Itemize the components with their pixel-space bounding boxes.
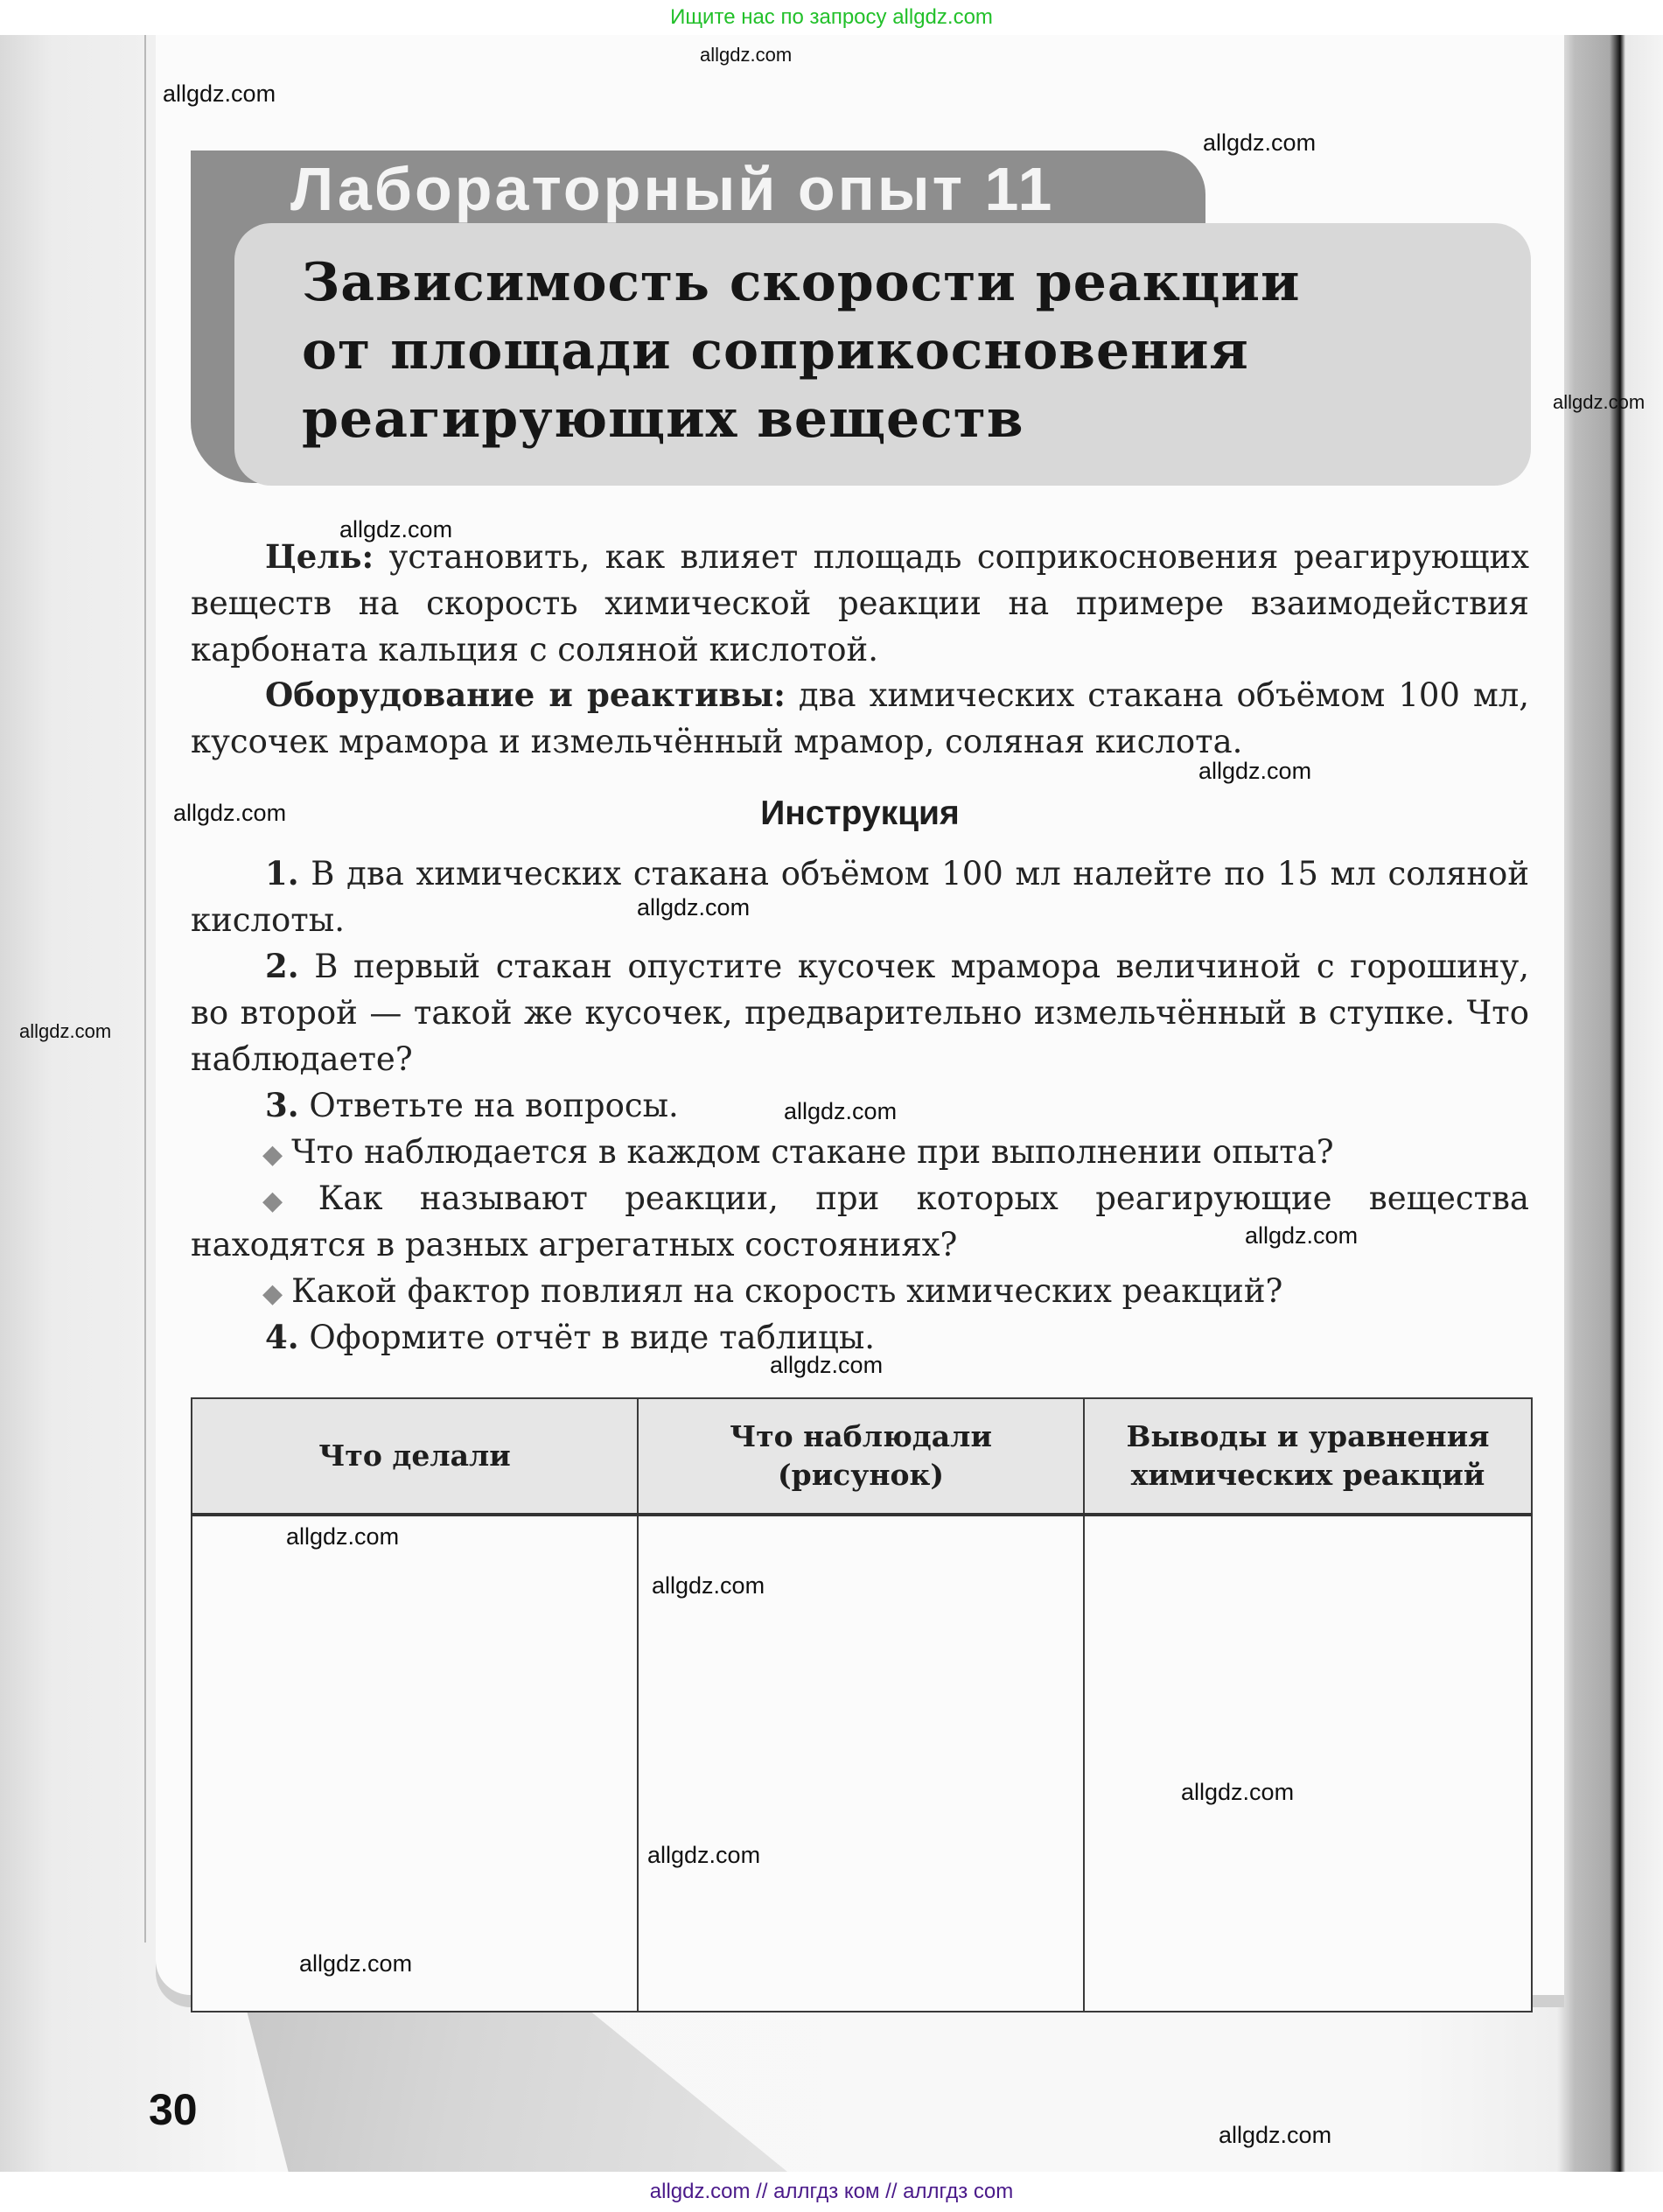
question-text: Какой фактор повлиял на скорость химических реакций? <box>291 1272 1283 1310</box>
answer-cell-conclusions[interactable] <box>1084 1515 1532 2012</box>
question-1 <box>262 1129 1334 1178</box>
bottom-watermark-banner: allgdz.com // аллгдз ком // аллгдз com <box>649 2180 1014 2203</box>
report-table <box>191 1397 1533 2012</box>
step-number: 4. <box>265 1318 299 1356</box>
step-text: В первый стакан опустите кусочек мрамора величиной с горошину, во второй — такой же кусочек, предварительно измельчённый в ступке. Что наблюдаете? <box>191 948 1529 1078</box>
diamond-bullet-icon: ◆ <box>262 1186 310 1216</box>
watermark: allgdz.com <box>784 1098 898 1124</box>
watermark: allgdz.com <box>163 80 276 107</box>
goal-text: установить, как влияет площадь соприкосновения реагирующих веществ на скорость химической реакции на примере взаимодействия карбоната кальция с соляной кислотой. <box>191 538 1529 668</box>
watermark: allgdz.com <box>339 516 453 542</box>
question-3 <box>262 1268 1282 1317</box>
watermark: allgdz.com <box>700 44 793 66</box>
step-number: 2. <box>265 947 299 985</box>
watermark: allgdz.com <box>647 1842 761 1868</box>
top-watermark-banner: Ищите нас по запросу allgdz.com <box>670 5 993 29</box>
watermark: allgdz.com <box>1219 2122 1332 2148</box>
page-title-line-1: Зависимость скорости реакции <box>302 252 1301 313</box>
question-text: Что наблюдается в каждом стакане при выполнении опыта? <box>291 1133 1334 1171</box>
diamond-bullet-icon: ◆ <box>262 1139 283 1170</box>
page-number: 30 <box>149 2085 198 2134</box>
step-number: 1. <box>265 854 299 892</box>
lab-number-label: Лабораторный опыт 11 <box>290 155 1055 223</box>
table-header-row <box>192 1398 1532 1515</box>
question-2 <box>262 1175 1529 1224</box>
column-header-conclusions: Выводы и уравнения химических реакций <box>1084 1398 1532 1515</box>
equipment-text: два химических стакана объёмом 100 мл, кусочек мрамора и измельчённый мрамор, соляная кислота. <box>191 676 1529 760</box>
watermark: allgdz.com <box>286 1523 400 1550</box>
instruction-step-1 <box>191 850 1529 943</box>
step-number: 3. <box>265 1086 299 1124</box>
goal-label: Цель: <box>265 537 374 576</box>
step-text: Ответьте на вопросы. <box>298 1087 679 1124</box>
watermark: allgdz.com <box>19 1020 112 1042</box>
watermark: allgdz.com <box>1245 1222 1359 1249</box>
column-header-observations: Что наблюдали (рисунок) <box>638 1398 1084 1515</box>
watermark: allgdz.com <box>652 1572 765 1599</box>
watermark: allgdz.com <box>299 1950 413 1977</box>
step-text: В два химических стакана объёмом 100 мл налейте по 15 мл соляной кислоты. <box>191 855 1529 939</box>
question-2-continued: находятся в разных агрегатных состояниях? <box>191 1226 958 1264</box>
page-edge-line <box>144 35 146 1942</box>
answer-cell-actions[interactable] <box>192 1515 638 2012</box>
page-title-line-2: от площади соприкосновения <box>302 320 1249 382</box>
instructions-title: Инструкция <box>760 794 960 832</box>
column-header-actions: Что делали <box>192 1398 638 1515</box>
goal-paragraph <box>191 534 1529 673</box>
watermark: allgdz.com <box>637 894 751 920</box>
equipment-label: Оборудование и реактивы: <box>265 676 786 714</box>
watermark: allgdz.com <box>173 800 287 826</box>
step-text: Оформите отчёт в виде таблицы. <box>298 1319 876 1356</box>
watermark: allgdz.com <box>1198 758 1312 784</box>
instruction-step-2 <box>191 943 1529 1082</box>
watermark: allgdz.com <box>1181 1779 1295 1805</box>
equipment-paragraph <box>191 672 1529 765</box>
question-text: Как называют реакции, при которых реагирующие вещества <box>318 1180 1529 1217</box>
watermark: allgdz.com <box>1553 391 1646 413</box>
watermark: allgdz.com <box>1203 130 1317 156</box>
table-row <box>192 1515 1532 2012</box>
page-title-line-3: реагирующих веществ <box>302 388 1024 450</box>
watermark: allgdz.com <box>770 1352 884 1378</box>
diamond-bullet-icon: ◆ <box>262 1278 283 1309</box>
